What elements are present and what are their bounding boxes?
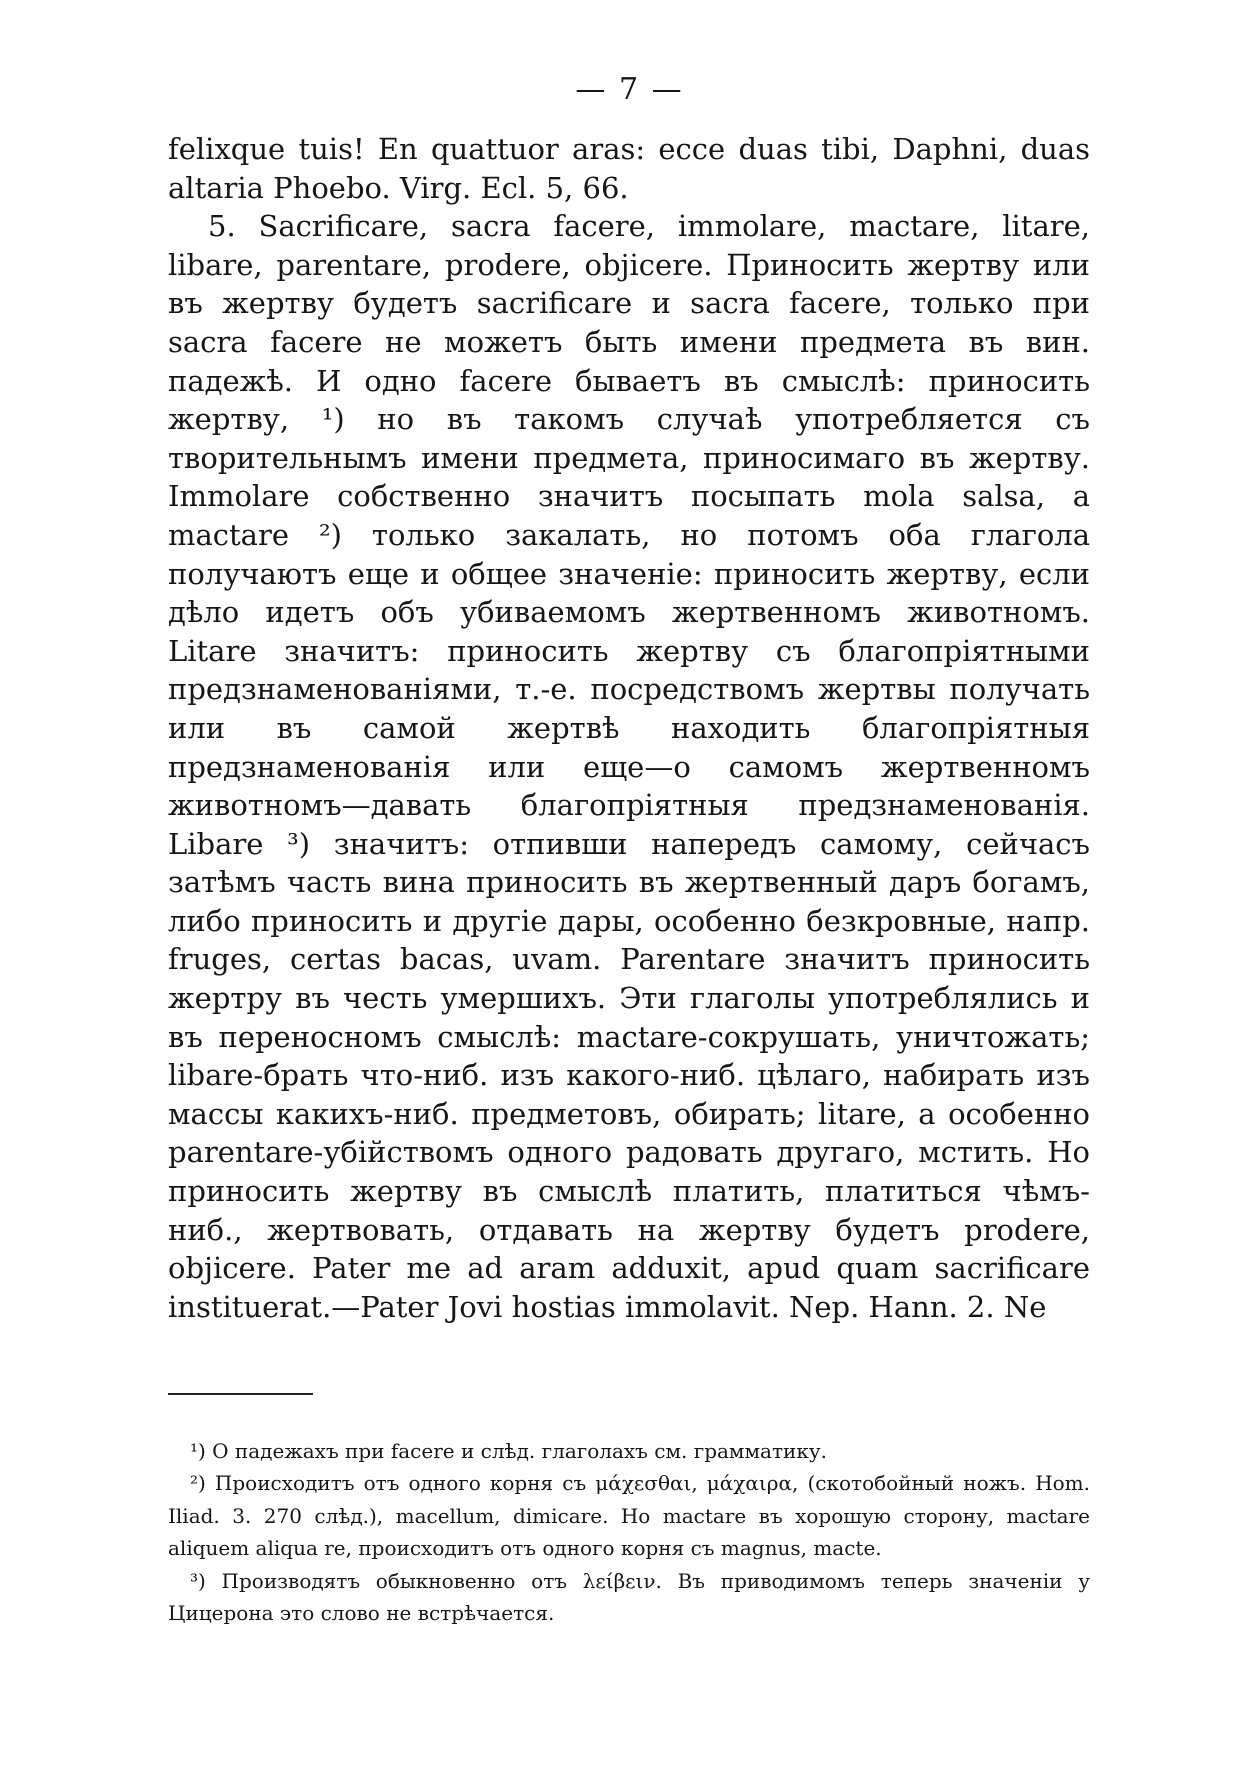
footnotes <box>168 1435 1090 1629</box>
page-number: — 7 — <box>575 72 684 107</box>
footnote: ²) Происходитъ отъ одного корня съ μάχεσθαι, μάχαιρα, (скотобойный ножъ. Hom. Iliad. 3. 270 слѣд.), macellum, dimicare. Но mactare въ хорошую сторону, mactare aliquem aliqua re, происходитъ отъ одного корня съ magnus, macte. <box>168 1471 1090 1561</box>
footnote: ³) Производятъ обыкновенно отъ λείβειν. Въ приводимомъ теперь значенiи у Цицерона это слово не встрѣчается. <box>168 1568 1090 1626</box>
paragraph: 5. Sacrificare, sacra facere, immolare, mactare, litare, libare, parentare, prodere, objicere. Приносить жертву или въ жертву будетъ sacrificare и sacra facere, только при sacra facere не можетъ быть имени предмета въ вин. падежѣ. И одно facere бываетъ въ смыслѣ: приносить жертву, ¹) но въ такомъ случаѣ употребляется съ творительнымъ имени предмета, приносимаго въ жертву. Immolare собственно значитъ посыпать mola salsa, а mactare ²) только закалать, но потомъ оба глагола получаютъ еще и общее значенiе: приносить жертву, если дѣло идетъ объ убиваемомъ жертвенномъ животномъ. Litare значитъ: приносить жертву съ благопрiятными предзнаменованiями, т.-е. посредствомъ жертвы получать или въ самой жертвѣ находить благопрiятныя предзнаменованiя или еще—о самомъ жертвенномъ животномъ—давать благопрiятныя предзнаменованiя. Libare ³) значитъ: отпивши напередъ самому, сейчасъ затѣмъ часть вина приносить въ жертвенный даръ богамъ, либо приносить и другiе дары, особенно безкровные, напр. fruges, certas bacas, uvam. Parentare значитъ приносить жертру въ честь умершихъ. Эти глаголы употреблялись и въ переносномъ смыслѣ: mactare-сокрушать, уничтожать; libare-брать что-ниб. изъ какого-ниб. цѣлаго, набирать изъ массы какихъ-ниб. предметовъ, обирать; litare, а особенно parentare-убiйствомъ одного радовать другаго, мстить. Но приносить жертву въ смыслѣ платить, платиться чѣмъ-ниб., жертвовать, отдавать на жертву будетъ prodere, objicere. Pater me ad aram adduxit, apud quam sacrificare instituerat.—Pater Jovi hostias immolavit. Nep. Hann. 2. Ne <box>168 209 1090 1324</box>
footnote-divider <box>168 1393 313 1395</box>
main-text <box>168 130 1090 1326</box>
paragraph: felixque tuis! En quattuor aras: ecce duas tibi, Daphni, duas altaria Phoebo. Virg. Ecl. 5, 66. <box>168 132 1090 205</box>
footnote: ¹) О падежахъ при facere и слѣд. глаголахъ см. грамматику. <box>190 1439 827 1463</box>
